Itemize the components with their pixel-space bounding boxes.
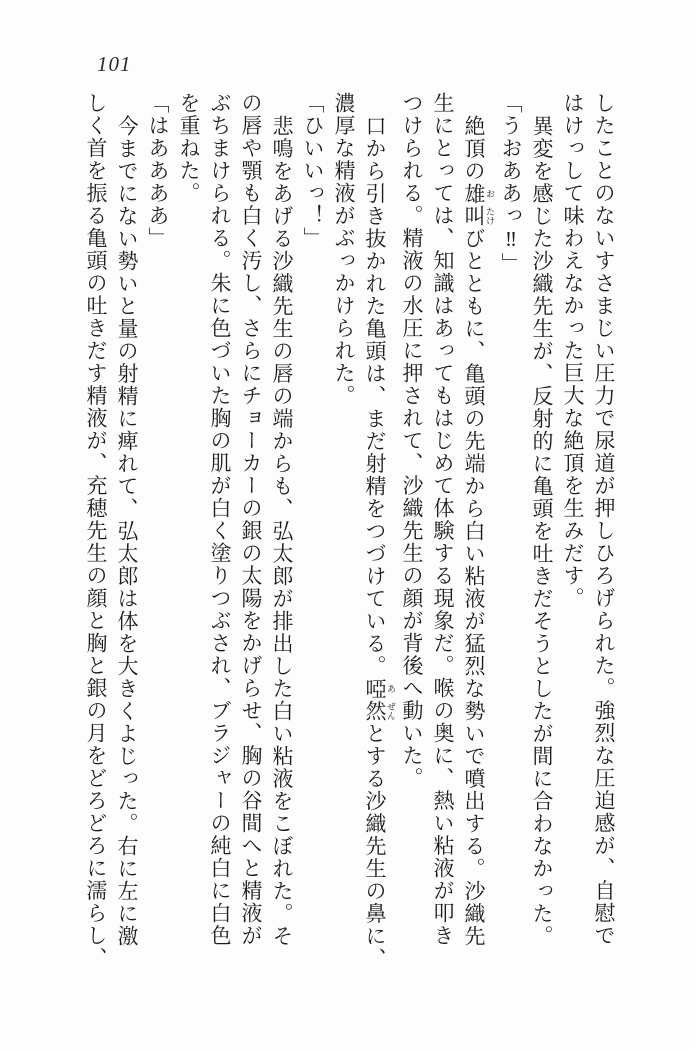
ruby-annotated-text: 然 ぜん: [363, 700, 396, 723]
ruby-annotated-text: 啞 あ: [363, 677, 396, 700]
text-line: 「うおああっ‼」: [499, 92, 523, 275]
text-line: 異変を感じた沙織先生が、反射的に亀頭を吐きだそうとしたが間に合わなかった。: [530, 115, 554, 948]
text-line: 今までにない勢いと量の射精に痺れて、弘太郎は体を大きくよじった。右に左に激: [115, 115, 139, 948]
page-number: 101: [97, 52, 132, 76]
text-line: しく首を振る亀頭の吐きだす精液が、充穂先生の顔と胸と銀の月をどろどろに濡らし、: [84, 92, 108, 970]
text-block: [80, 92, 619, 980]
text-line: つけられる。精液の水圧に押されて、沙織先生の顔が背後へ動いた。: [400, 92, 424, 790]
ruby-annotated-text: 叫 たけ: [462, 205, 495, 228]
text-line: はけっして味わえなかった巨大な絶頂を生みだす。: [561, 92, 585, 610]
ruby-annotated-text: 雄 お: [462, 182, 495, 205]
text-line: 悲鳴をあげる沙織先生の唇の端からも、弘太郎が排出した白い粘液をこぼれた。そ: [270, 115, 294, 948]
text-line: したことのないすさまじい圧力で尿道が押しひろげられた。強烈な圧迫感が、自慰で: [592, 92, 616, 947]
text-line: 口から引き抜かれた亀頭は、まだ射精をつづけている。啞 あ然 ぜんとする沙織先生の鼻に、: [363, 115, 396, 970]
text-line: 濃厚な精液がぶっかけられた。: [332, 92, 356, 407]
text-line: を重ねた。: [177, 92, 201, 205]
text-line: 生にとっては、知識はあってもはじめて体験する現象だ。喉の奥に、熱い粘液が叩き: [431, 92, 455, 947]
text-line: 「ひいいっ！」: [301, 92, 325, 250]
text-line: 「はああああ」: [146, 92, 170, 250]
text-line: ぶちまけられる。朱に色づいた胸の肌が白く塗りつぶされ、ブラジャーの純白に白色: [208, 92, 232, 947]
text-line: の唇や顎も白く汚し、さらにチョーカーの銀の太陽をかげらせ、胸の谷間へと精液が: [239, 92, 263, 947]
text-line: 絶頂の雄 お叫 たけびとともに、亀頭の先端から白い粘液が猛烈な勢いで噴出する。沙織先: [462, 115, 495, 948]
